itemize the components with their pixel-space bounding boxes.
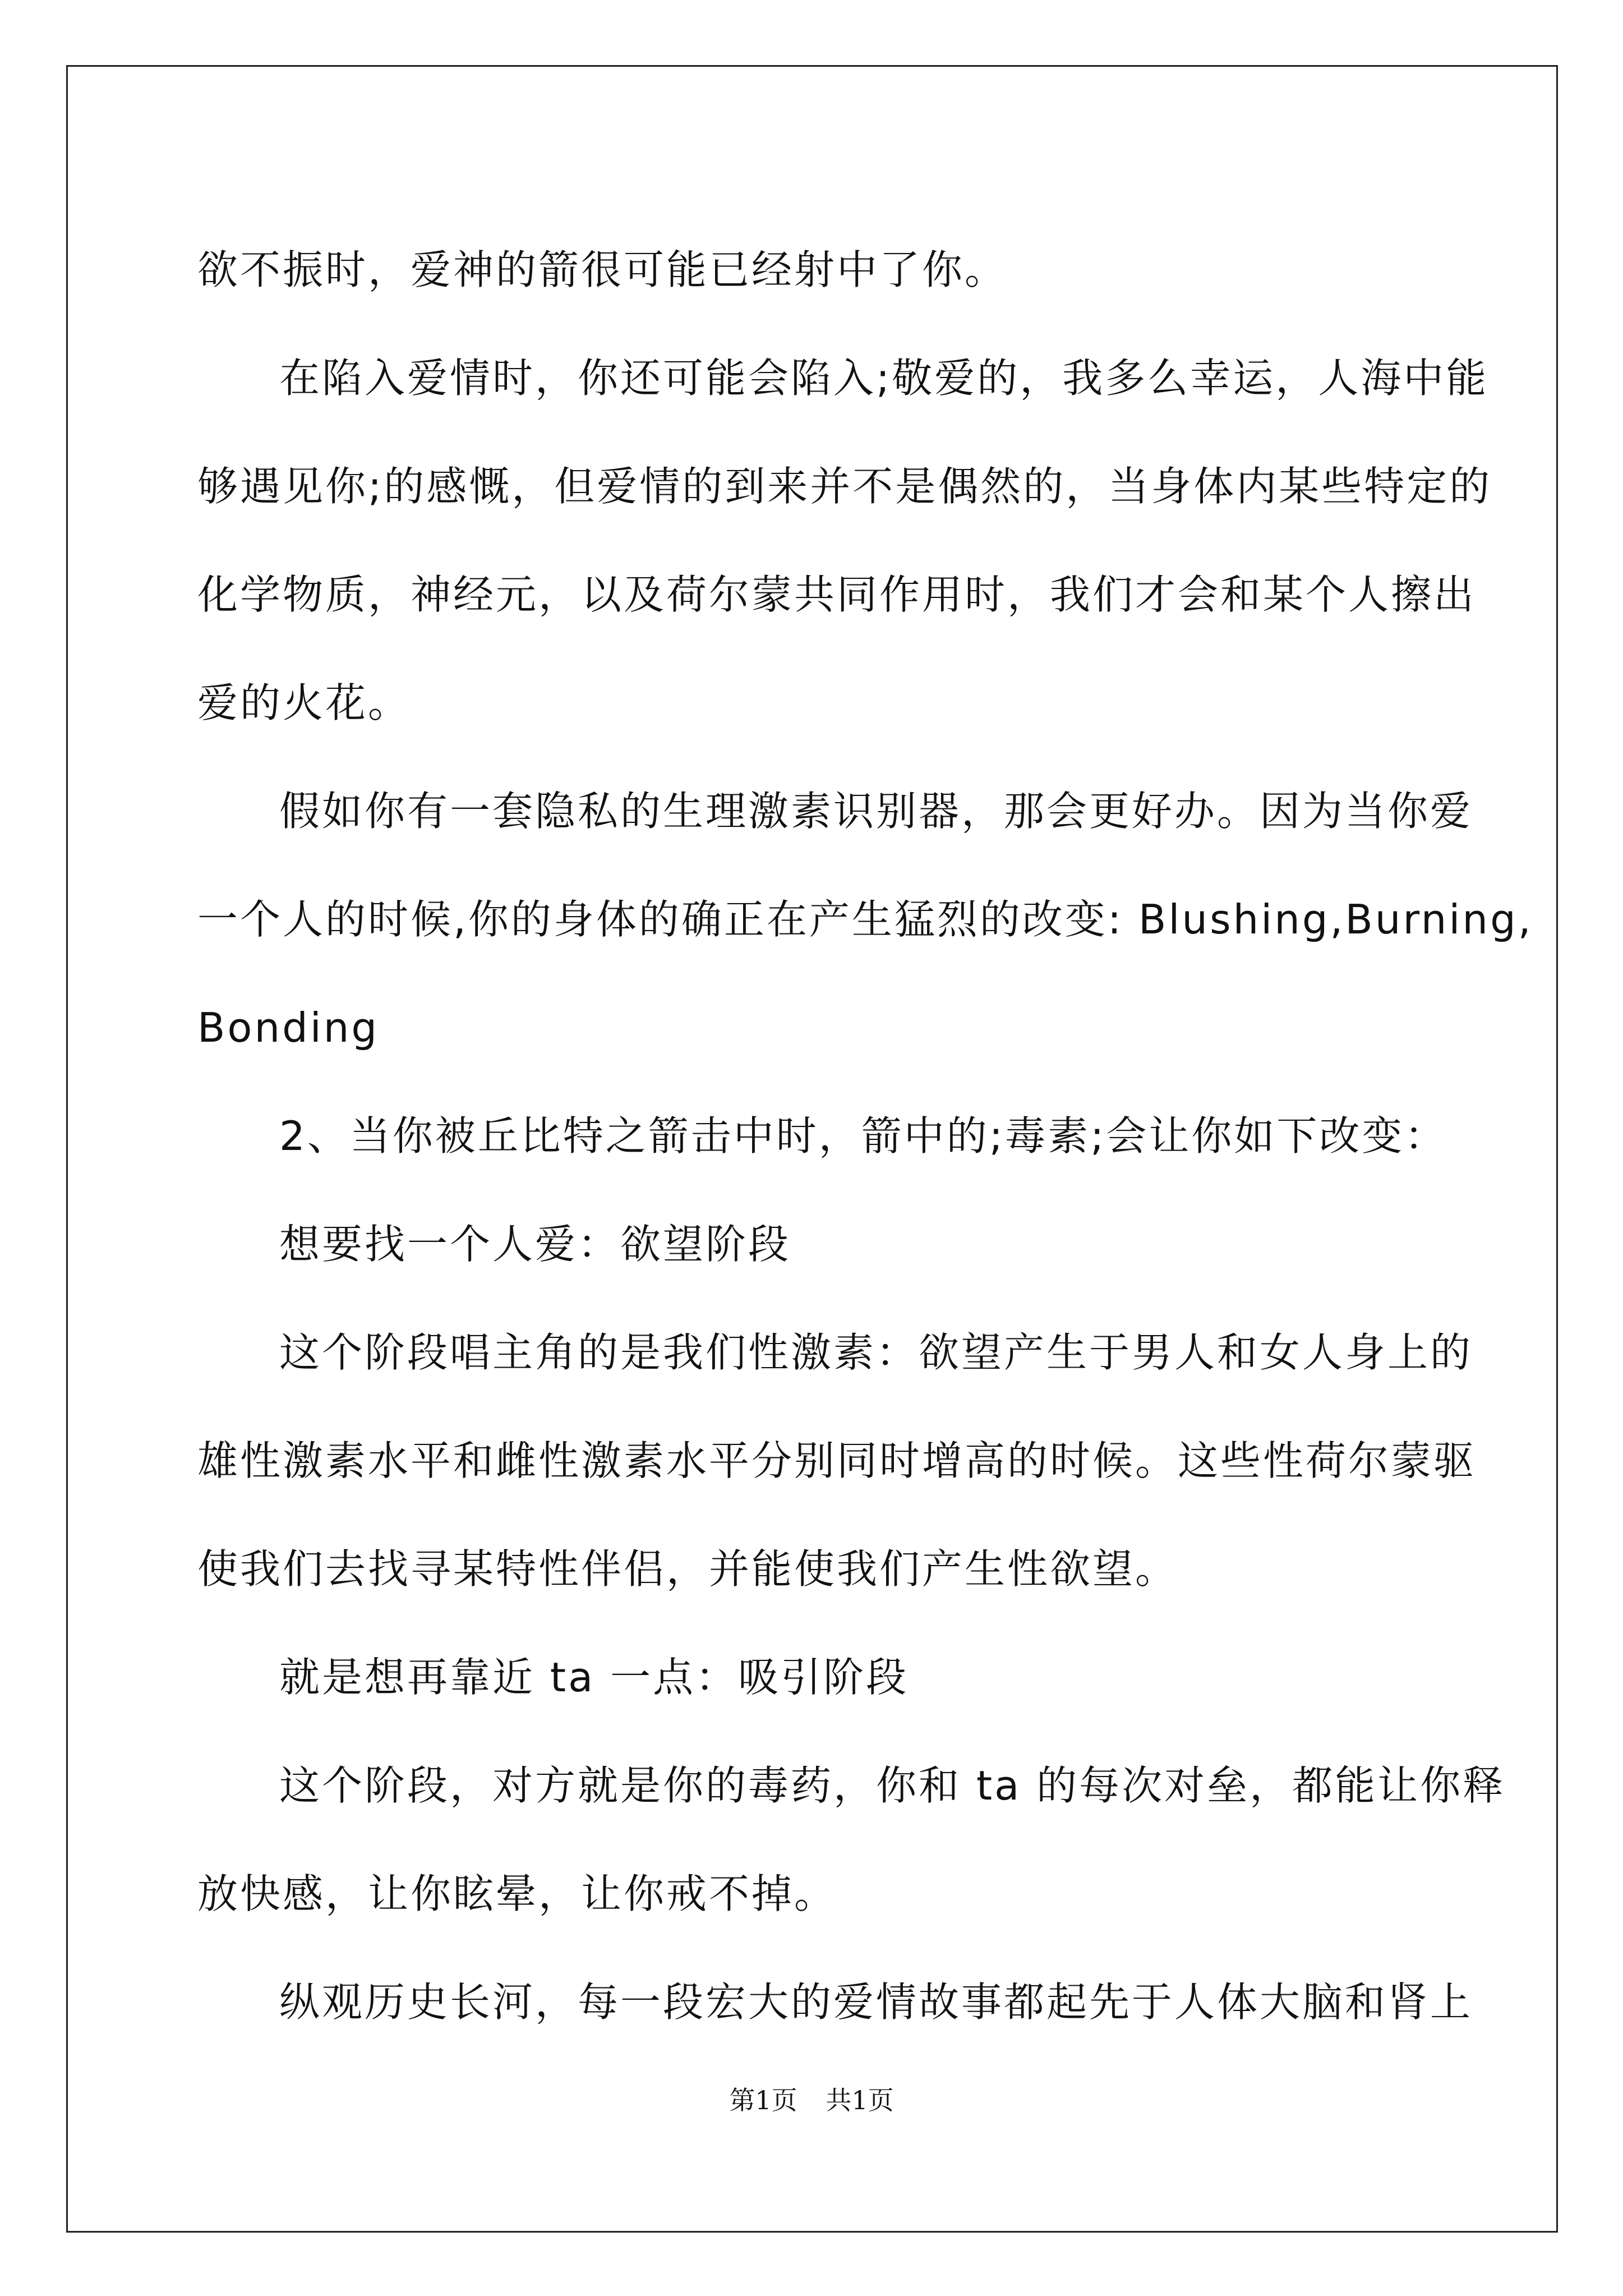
text-line: 2、当你被丘比特之箭击中时，箭中的;毒素;会让你如下改变：: [279, 1112, 1447, 1159]
text-line: 放快感，让你眩晕，让你戒不掉。: [197, 1870, 837, 1917]
text-line: Bonding: [197, 1004, 380, 1051]
text-line: 这个阶段唱主角的是我们性激素：欲望产生于男人和女人身上的: [279, 1329, 1473, 1376]
text-line: 纵观历史长河，每一段宏大的爱情故事都起先于人体大脑和肾上: [279, 1978, 1473, 2026]
text-line: 雄性激素水平和雌性激素水平分别同时增高的时候。这些性荷尔蒙驱: [197, 1437, 1477, 1484]
page-footer: [0, 2080, 1623, 2117]
text-line: 化学物质，神经元，以及荷尔蒙共同作用时，我们才会和某个人擦出: [197, 571, 1477, 618]
text-line: 爱的火花。: [197, 679, 411, 726]
page-total: 共1页: [826, 2085, 894, 2115]
text-line: 假如你有一套隐私的生理激素识别器，那会更好办。因为当你爱: [279, 788, 1473, 835]
text-line: 就是想再靠近 ta 一点：吸引阶段: [279, 1654, 909, 1701]
text-line: 想要找一个人爱：欲望阶段: [279, 1221, 791, 1268]
text-line: 这个阶段，对方就是你的毒药，你和 ta 的每次对垒，都能让你释: [279, 1762, 1506, 1809]
document-body: [197, 216, 1533, 2056]
text-line: 在陷入爱情时，你还可能会陷入;敬爱的，我多么幸运，人海中能: [279, 355, 1489, 402]
page-number: 第1页: [729, 2085, 797, 2115]
text-line: 够遇见你;的感慨，但爱情的到来并不是偶然的，当身体内某些特定的: [197, 463, 1492, 510]
text-line: 欲不振时，爱神的箭很可能已经射中了你。: [197, 246, 1008, 293]
text-line: 使我们去找寻某特性伴侣，并能使我们产生性欲望。: [197, 1545, 1178, 1593]
text-line: 一个人的时候,你的身体的确正在产生猛烈的改变: Blushing,Burning,: [197, 896, 1533, 943]
